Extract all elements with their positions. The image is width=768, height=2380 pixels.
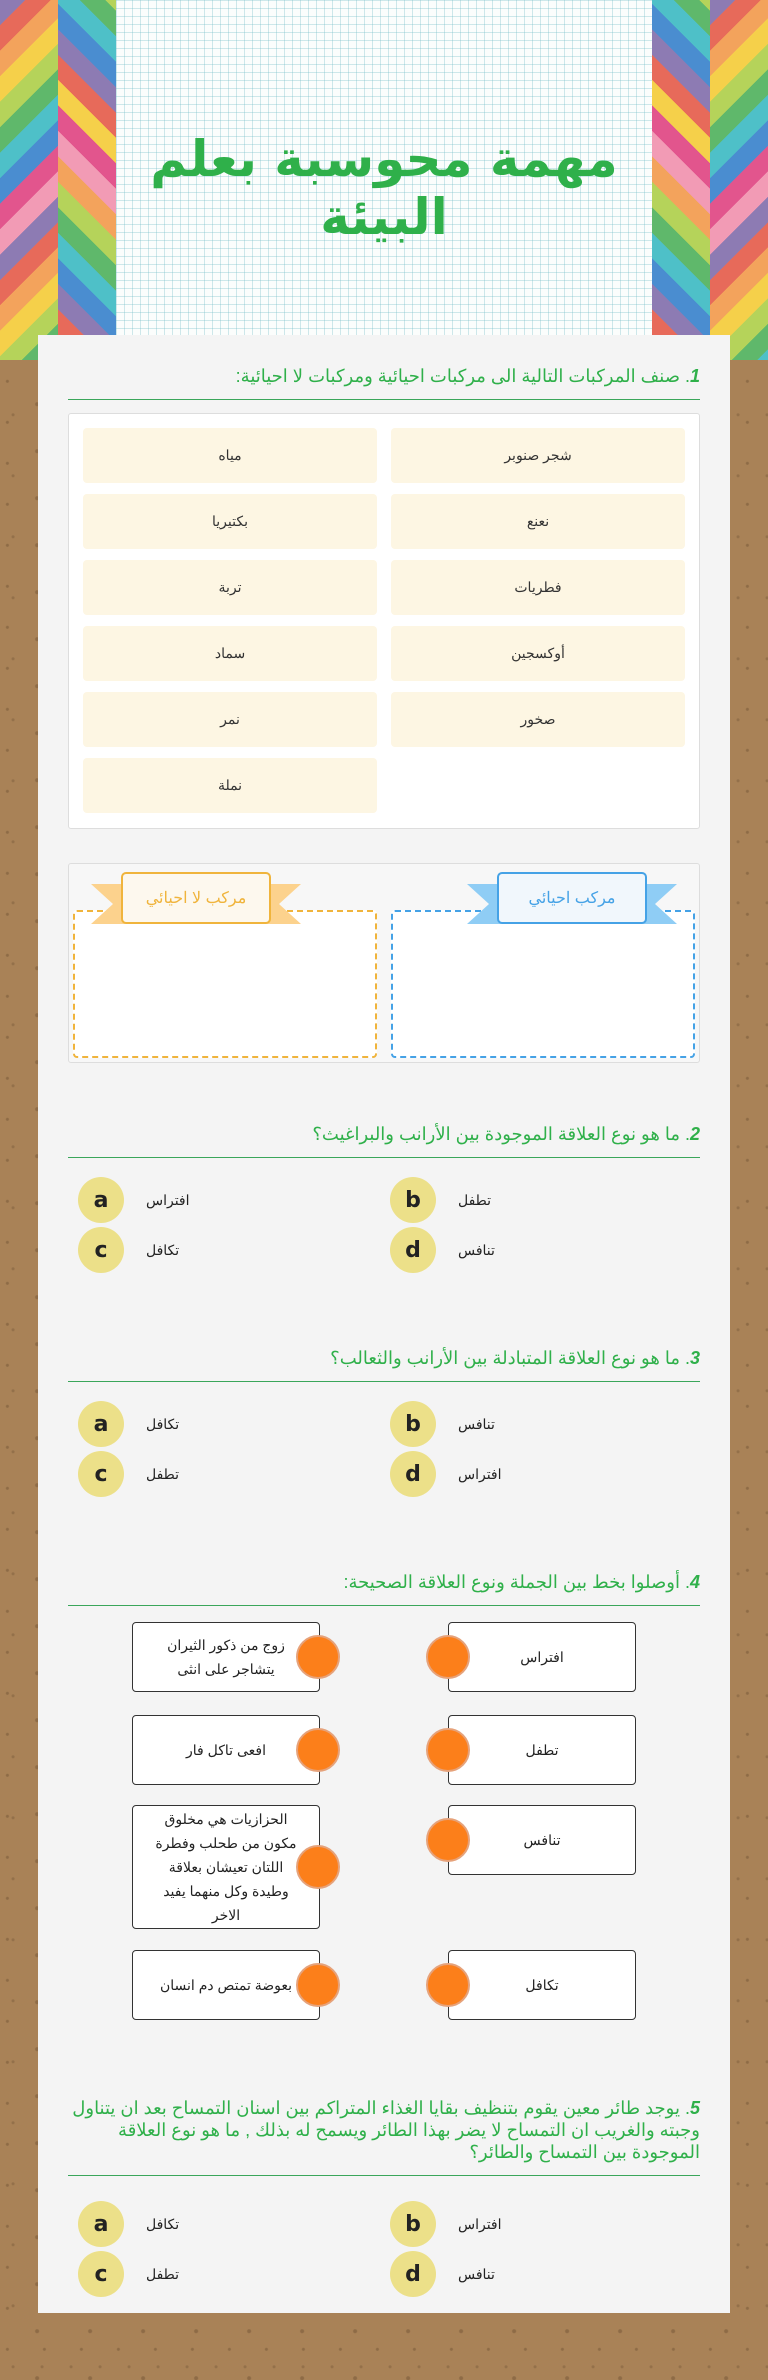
draggable-item[interactable]: فطريات	[391, 560, 685, 615]
sort-bins	[68, 863, 700, 1063]
match-relation-card[interactable]: افتراس	[448, 1622, 636, 1692]
draggable-item[interactable]: أوكسجين	[391, 626, 685, 681]
header-banner	[0, 0, 768, 360]
chevron-decoration-right-b	[710, 0, 768, 360]
question-number: 4	[689, 1572, 700, 1592]
option-b[interactable]	[390, 1401, 495, 1447]
option-a[interactable]	[78, 1177, 190, 1223]
match-relation-card[interactable]: تنافس	[448, 1805, 636, 1875]
question-text: . ما هو نوع العلاقة المتبادلة بين الأرانب والثعالب؟	[330, 1348, 690, 1368]
option-label: تكافل	[146, 1241, 180, 1258]
option-c[interactable]	[78, 1227, 179, 1273]
draggable-item[interactable]: تربة	[83, 560, 377, 615]
match-statement-card[interactable]: زوج من ذكور الثيران يتشاجر على انثى	[132, 1622, 320, 1692]
option-label: افتراس	[458, 1465, 502, 1482]
connector-dot[interactable]	[426, 1963, 470, 2007]
option-b[interactable]	[390, 1177, 491, 1223]
connector-dot[interactable]	[296, 1728, 340, 1772]
match-statement-card[interactable]: افعى تاكل فار	[132, 1715, 320, 1785]
option-label: تنافس	[458, 1415, 495, 1432]
bin-label-nonliving: مركب لا احيائي	[121, 872, 271, 924]
connector-dot[interactable]	[426, 1728, 470, 1772]
match-relation-card[interactable]: تكافل	[448, 1950, 636, 2020]
option-label: تطفل	[458, 1191, 492, 1208]
option-d[interactable]	[390, 1227, 495, 1273]
draggable-item[interactable]: نملة	[83, 758, 377, 813]
question-3-heading	[68, 1347, 700, 1382]
ribbon-living	[467, 872, 677, 936]
option-letter-badge: a	[78, 2201, 124, 2247]
option-letter-badge: d	[390, 1451, 436, 1497]
question-1-heading	[68, 365, 700, 400]
option-label: تطفل	[146, 1465, 180, 1482]
option-c[interactable]	[78, 2251, 179, 2297]
question-text: . أوصلوا بخط بين الجملة ونوع العلاقة الصحيحة:	[343, 1572, 690, 1592]
match-statement-card[interactable]: الحزازيات هي مخلوق مكون من طحلب وفطرة اللتان تعيشان بعلاقة وطيدة وكل منهما يفيد الاخر	[132, 1805, 320, 1929]
draggable-item[interactable]: سماد	[83, 626, 377, 681]
option-letter-badge: c	[78, 1227, 124, 1273]
question-number: 1	[689, 366, 700, 386]
option-label: افتراس	[458, 2215, 502, 2232]
worksheet-panel	[38, 335, 730, 2313]
draggable-item[interactable]: نعنع	[391, 494, 685, 549]
option-letter-badge: d	[390, 2251, 436, 2297]
option-letter-badge: c	[78, 2251, 124, 2297]
option-label: افتراس	[146, 1191, 190, 1208]
option-label: تكافل	[146, 1415, 180, 1432]
question-number: 5	[689, 2098, 700, 2118]
option-d[interactable]	[390, 1451, 502, 1497]
chevron-decoration-left-b	[58, 0, 116, 360]
option-letter-badge: b	[390, 1177, 436, 1223]
option-letter-badge: c	[78, 1451, 124, 1497]
question-2-heading	[68, 1123, 700, 1158]
connector-dot[interactable]	[296, 1635, 340, 1679]
ribbon-nonliving	[91, 872, 301, 936]
connector-dot[interactable]	[296, 1845, 340, 1889]
option-b[interactable]	[390, 2201, 502, 2247]
draggable-item[interactable]: بكتيريا	[83, 494, 377, 549]
option-letter-badge: b	[390, 2201, 436, 2247]
connector-dot[interactable]	[426, 1635, 470, 1679]
sort-items-box	[68, 413, 700, 829]
option-d[interactable]	[390, 2251, 495, 2297]
option-letter-badge: a	[78, 1177, 124, 1223]
draggable-item[interactable]: مياه	[83, 428, 377, 483]
draggable-item[interactable]: شجر صنوبر	[391, 428, 685, 483]
question-text: . صنف المركبات التالية الى مركبات احيائية ومركبات لا احيائية:	[235, 366, 690, 386]
question-4-heading	[68, 1571, 700, 1606]
question-5-heading	[68, 2097, 700, 2176]
match-relation-card[interactable]: تطفل	[448, 1715, 636, 1785]
question-text: . يوجد طائر معين يقوم بتنظيف بقايا الغذاء المتراكم بين اسنان التمساح بعد ان يتناول وجبته والغريب ان التمساح لا يضر بهذا الطائر ويسمح له بذلك , ما هو نوع العلاقة الموجودة بين التمساح والطائر؟	[72, 2098, 700, 2162]
bin-label-living: مركب احيائي	[497, 872, 647, 924]
option-label: تكافل	[146, 2215, 180, 2232]
question-number: 2	[689, 1124, 700, 1144]
match-statement-card[interactable]: بعوضة تمتص دم انسان	[132, 1950, 320, 2020]
draggable-item[interactable]: نمر	[83, 692, 377, 747]
option-label: تطفل	[146, 2265, 180, 2282]
option-label: تنافس	[458, 2265, 495, 2282]
option-label: تنافس	[458, 1241, 495, 1258]
option-letter-badge: b	[390, 1401, 436, 1447]
page-title: مهمة محوسبة بعلم البيئة	[150, 130, 618, 246]
question-number: 3	[689, 1348, 700, 1368]
connector-dot[interactable]	[426, 1818, 470, 1862]
option-a[interactable]	[78, 1401, 179, 1447]
draggable-item[interactable]: صخور	[391, 692, 685, 747]
option-letter-badge: a	[78, 1401, 124, 1447]
option-c[interactable]	[78, 1451, 179, 1497]
option-a[interactable]	[78, 2201, 179, 2247]
question-text: . ما هو نوع العلاقة الموجودة بين الأرانب والبراغيث؟	[312, 1124, 690, 1144]
option-letter-badge: d	[390, 1227, 436, 1273]
connector-dot[interactable]	[296, 1963, 340, 2007]
